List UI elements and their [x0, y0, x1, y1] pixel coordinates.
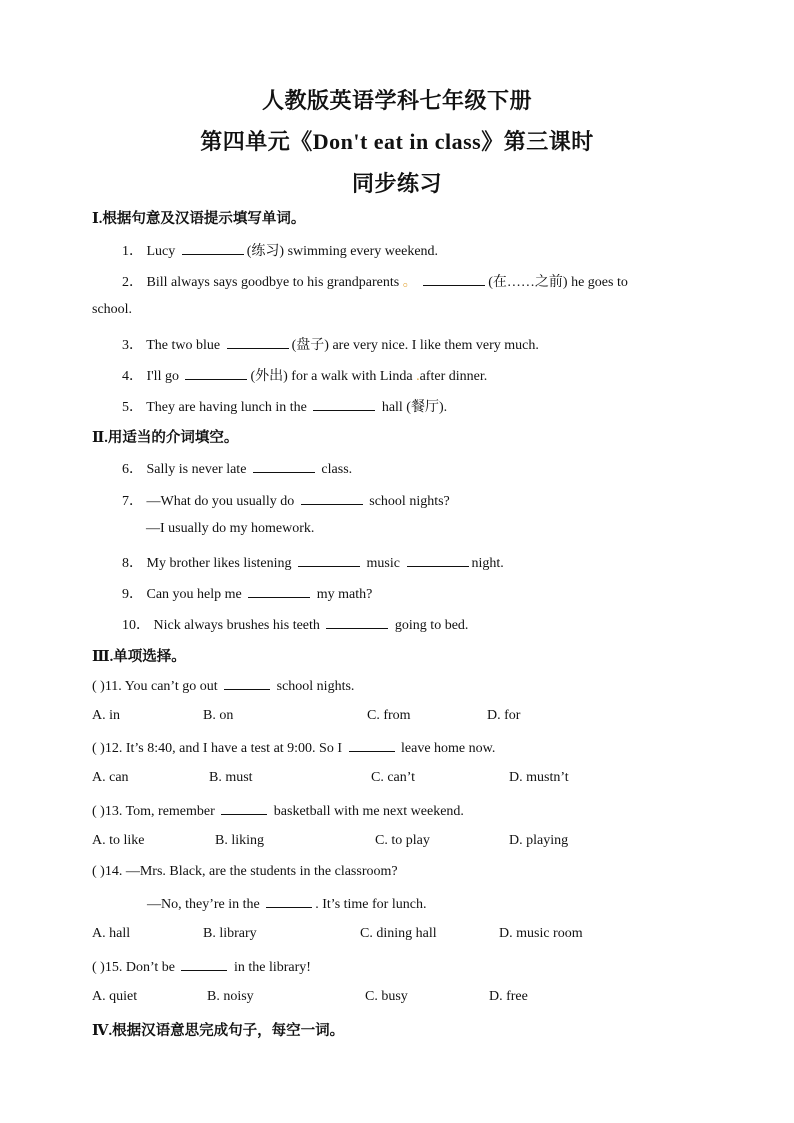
- question-text: The two blue: [146, 338, 221, 353]
- question-15: [92, 958, 311, 976]
- question-number: 2．: [122, 275, 143, 290]
- option-d[interactable]: D. for: [487, 708, 521, 723]
- question-number: 10．: [122, 618, 150, 633]
- section-3-heading: Ⅲ.单项选择。: [92, 649, 186, 665]
- question-number: 6．: [122, 462, 143, 477]
- question-text: school nights?: [369, 494, 450, 509]
- question-text: class.: [321, 462, 353, 477]
- question-14-reply: [147, 895, 426, 913]
- question-text: They are having lunch in the: [146, 400, 307, 415]
- question-6: [122, 458, 352, 478]
- option-b[interactable]: B. must: [209, 770, 253, 785]
- option-b[interactable]: B. liking: [215, 833, 265, 848]
- question-text: I'll go: [146, 369, 179, 384]
- option-b[interactable]: B. on: [203, 708, 234, 723]
- question-text: Lucy: [146, 244, 176, 259]
- question-text: my math?: [316, 587, 373, 602]
- question-text: Bill always says goodbye to his grandparents: [146, 275, 400, 290]
- answer-blank[interactable]: [301, 492, 363, 505]
- section-1-heading: Ⅰ.根据句意及汉语提示填写单词。: [92, 211, 306, 227]
- question-text: after dinner.: [419, 369, 488, 384]
- answer-blank[interactable]: [298, 554, 360, 567]
- question-text: music: [366, 556, 400, 571]
- option-a[interactable]: A. can: [92, 770, 129, 785]
- answer-blank[interactable]: [313, 398, 375, 411]
- answer-paren[interactable]: ( ): [92, 960, 105, 975]
- answer-blank[interactable]: [221, 802, 267, 815]
- question-14: [92, 864, 398, 880]
- question-7-reply: —I usually do my homework.: [146, 521, 315, 536]
- option-a[interactable]: A. hall: [92, 926, 131, 941]
- question-12: [92, 739, 495, 757]
- option-b[interactable]: B. noisy: [207, 989, 254, 1004]
- section-2-heading: Ⅱ.用适当的介词填空。: [92, 430, 239, 446]
- question-text: in the library!: [233, 960, 311, 975]
- question-2-continued: school.: [92, 302, 133, 317]
- question-text: Nick always brushes his teeth: [153, 618, 320, 633]
- option-d[interactable]: D. free: [489, 989, 528, 1004]
- option-d[interactable]: D. mustn’t: [509, 770, 569, 785]
- question-text: hall (餐厅).: [381, 400, 448, 415]
- question-text: Can you help me: [146, 587, 242, 602]
- option-c[interactable]: C. from: [367, 708, 411, 723]
- question-text: going to bed.: [394, 618, 469, 633]
- question-number: 9．: [122, 587, 143, 602]
- option-c[interactable]: C. dining hall: [360, 926, 437, 941]
- question-10: [122, 614, 468, 634]
- question-2: [122, 271, 628, 291]
- punctuation-mark: .: [416, 369, 420, 384]
- doc-subtitle-2: 同步练习: [351, 171, 442, 196]
- question-text: basketball with me next weekend.: [273, 804, 464, 819]
- option-a[interactable]: A. quiet: [92, 989, 138, 1004]
- question-8: [122, 552, 504, 572]
- question-text: 12. It’s 8:40, and I have a test at 9:00. So I: [104, 741, 343, 756]
- option-c[interactable]: C. busy: [365, 989, 408, 1004]
- answer-blank[interactable]: [326, 616, 388, 629]
- question-text: —No, they’re in the: [147, 897, 260, 912]
- question-text: —What do you usually do: [146, 494, 295, 509]
- question-7: [122, 490, 450, 510]
- question-number: 7．: [122, 494, 143, 509]
- question-13: [92, 802, 464, 820]
- question-text: school nights.: [276, 679, 355, 694]
- question-11: [92, 677, 354, 695]
- question-number: 8．: [122, 556, 143, 571]
- question-text: (练习) swimming every weekend.: [246, 244, 439, 259]
- answer-blank[interactable]: [227, 336, 289, 349]
- question-5: [122, 396, 447, 416]
- answer-blank[interactable]: [266, 895, 312, 908]
- question-1: [122, 240, 438, 260]
- question-text: 15. Don’t be: [104, 960, 175, 975]
- answer-blank[interactable]: [253, 460, 315, 473]
- option-a[interactable]: A. in: [92, 708, 120, 723]
- option-b[interactable]: B. library: [203, 926, 257, 941]
- question-number: 4．: [122, 369, 143, 384]
- option-d[interactable]: D. playing: [509, 833, 569, 848]
- doc-title: 人教版英语学科七年级下册: [261, 88, 532, 113]
- question-number: 5．: [122, 400, 143, 415]
- question-4: [122, 365, 487, 385]
- section-4-heading: Ⅳ.根据汉语意思完成句子，每空一词。: [92, 1023, 345, 1039]
- question-text: (外出) for a walk with Linda: [250, 369, 413, 384]
- question-text: leave home now.: [401, 741, 496, 756]
- question-text: (在……之前) he goes to: [488, 275, 628, 290]
- answer-blank[interactable]: [185, 367, 247, 380]
- question-number: 1．: [122, 244, 143, 259]
- question-text: . It’s time for lunch.: [315, 897, 427, 912]
- question-9: [122, 583, 372, 603]
- answer-blank[interactable]: [423, 273, 485, 286]
- answer-paren[interactable]: ( ): [92, 679, 105, 694]
- option-c[interactable]: C. can’t: [371, 770, 416, 785]
- answer-blank[interactable]: [224, 677, 270, 690]
- answer-paren[interactable]: ( ): [92, 741, 105, 756]
- question-text: 11. You can’t go out: [104, 679, 218, 694]
- question-text: (盘子) are very nice. I like them very much.: [291, 338, 539, 353]
- answer-blank[interactable]: [349, 739, 395, 752]
- question-text: My brother likes listening: [146, 556, 292, 571]
- question-text: 13. Tom, remember: [104, 804, 215, 819]
- answer-blank[interactable]: [182, 242, 244, 255]
- answer-paren[interactable]: ( ): [92, 804, 105, 819]
- doc-subtitle: 第四单元《Don't eat in class》第三课时: [200, 129, 594, 154]
- question-3: [122, 334, 539, 354]
- question-text: night.: [471, 556, 504, 571]
- answer-paren[interactable]: ( ): [92, 864, 105, 879]
- answer-blank[interactable]: [407, 554, 469, 567]
- option-d[interactable]: D. music room: [499, 926, 583, 941]
- option-a[interactable]: A. to like: [92, 833, 145, 848]
- punctuation-mark: 。: [402, 275, 417, 290]
- option-c[interactable]: C. to play: [375, 833, 430, 848]
- question-text: 14. —Mrs. Black, are the students in the classroom?: [104, 864, 398, 879]
- question-number: 3．: [122, 338, 143, 353]
- question-text: Sally is never late: [146, 462, 247, 477]
- answer-blank[interactable]: [181, 958, 227, 971]
- answer-blank[interactable]: [248, 585, 310, 598]
